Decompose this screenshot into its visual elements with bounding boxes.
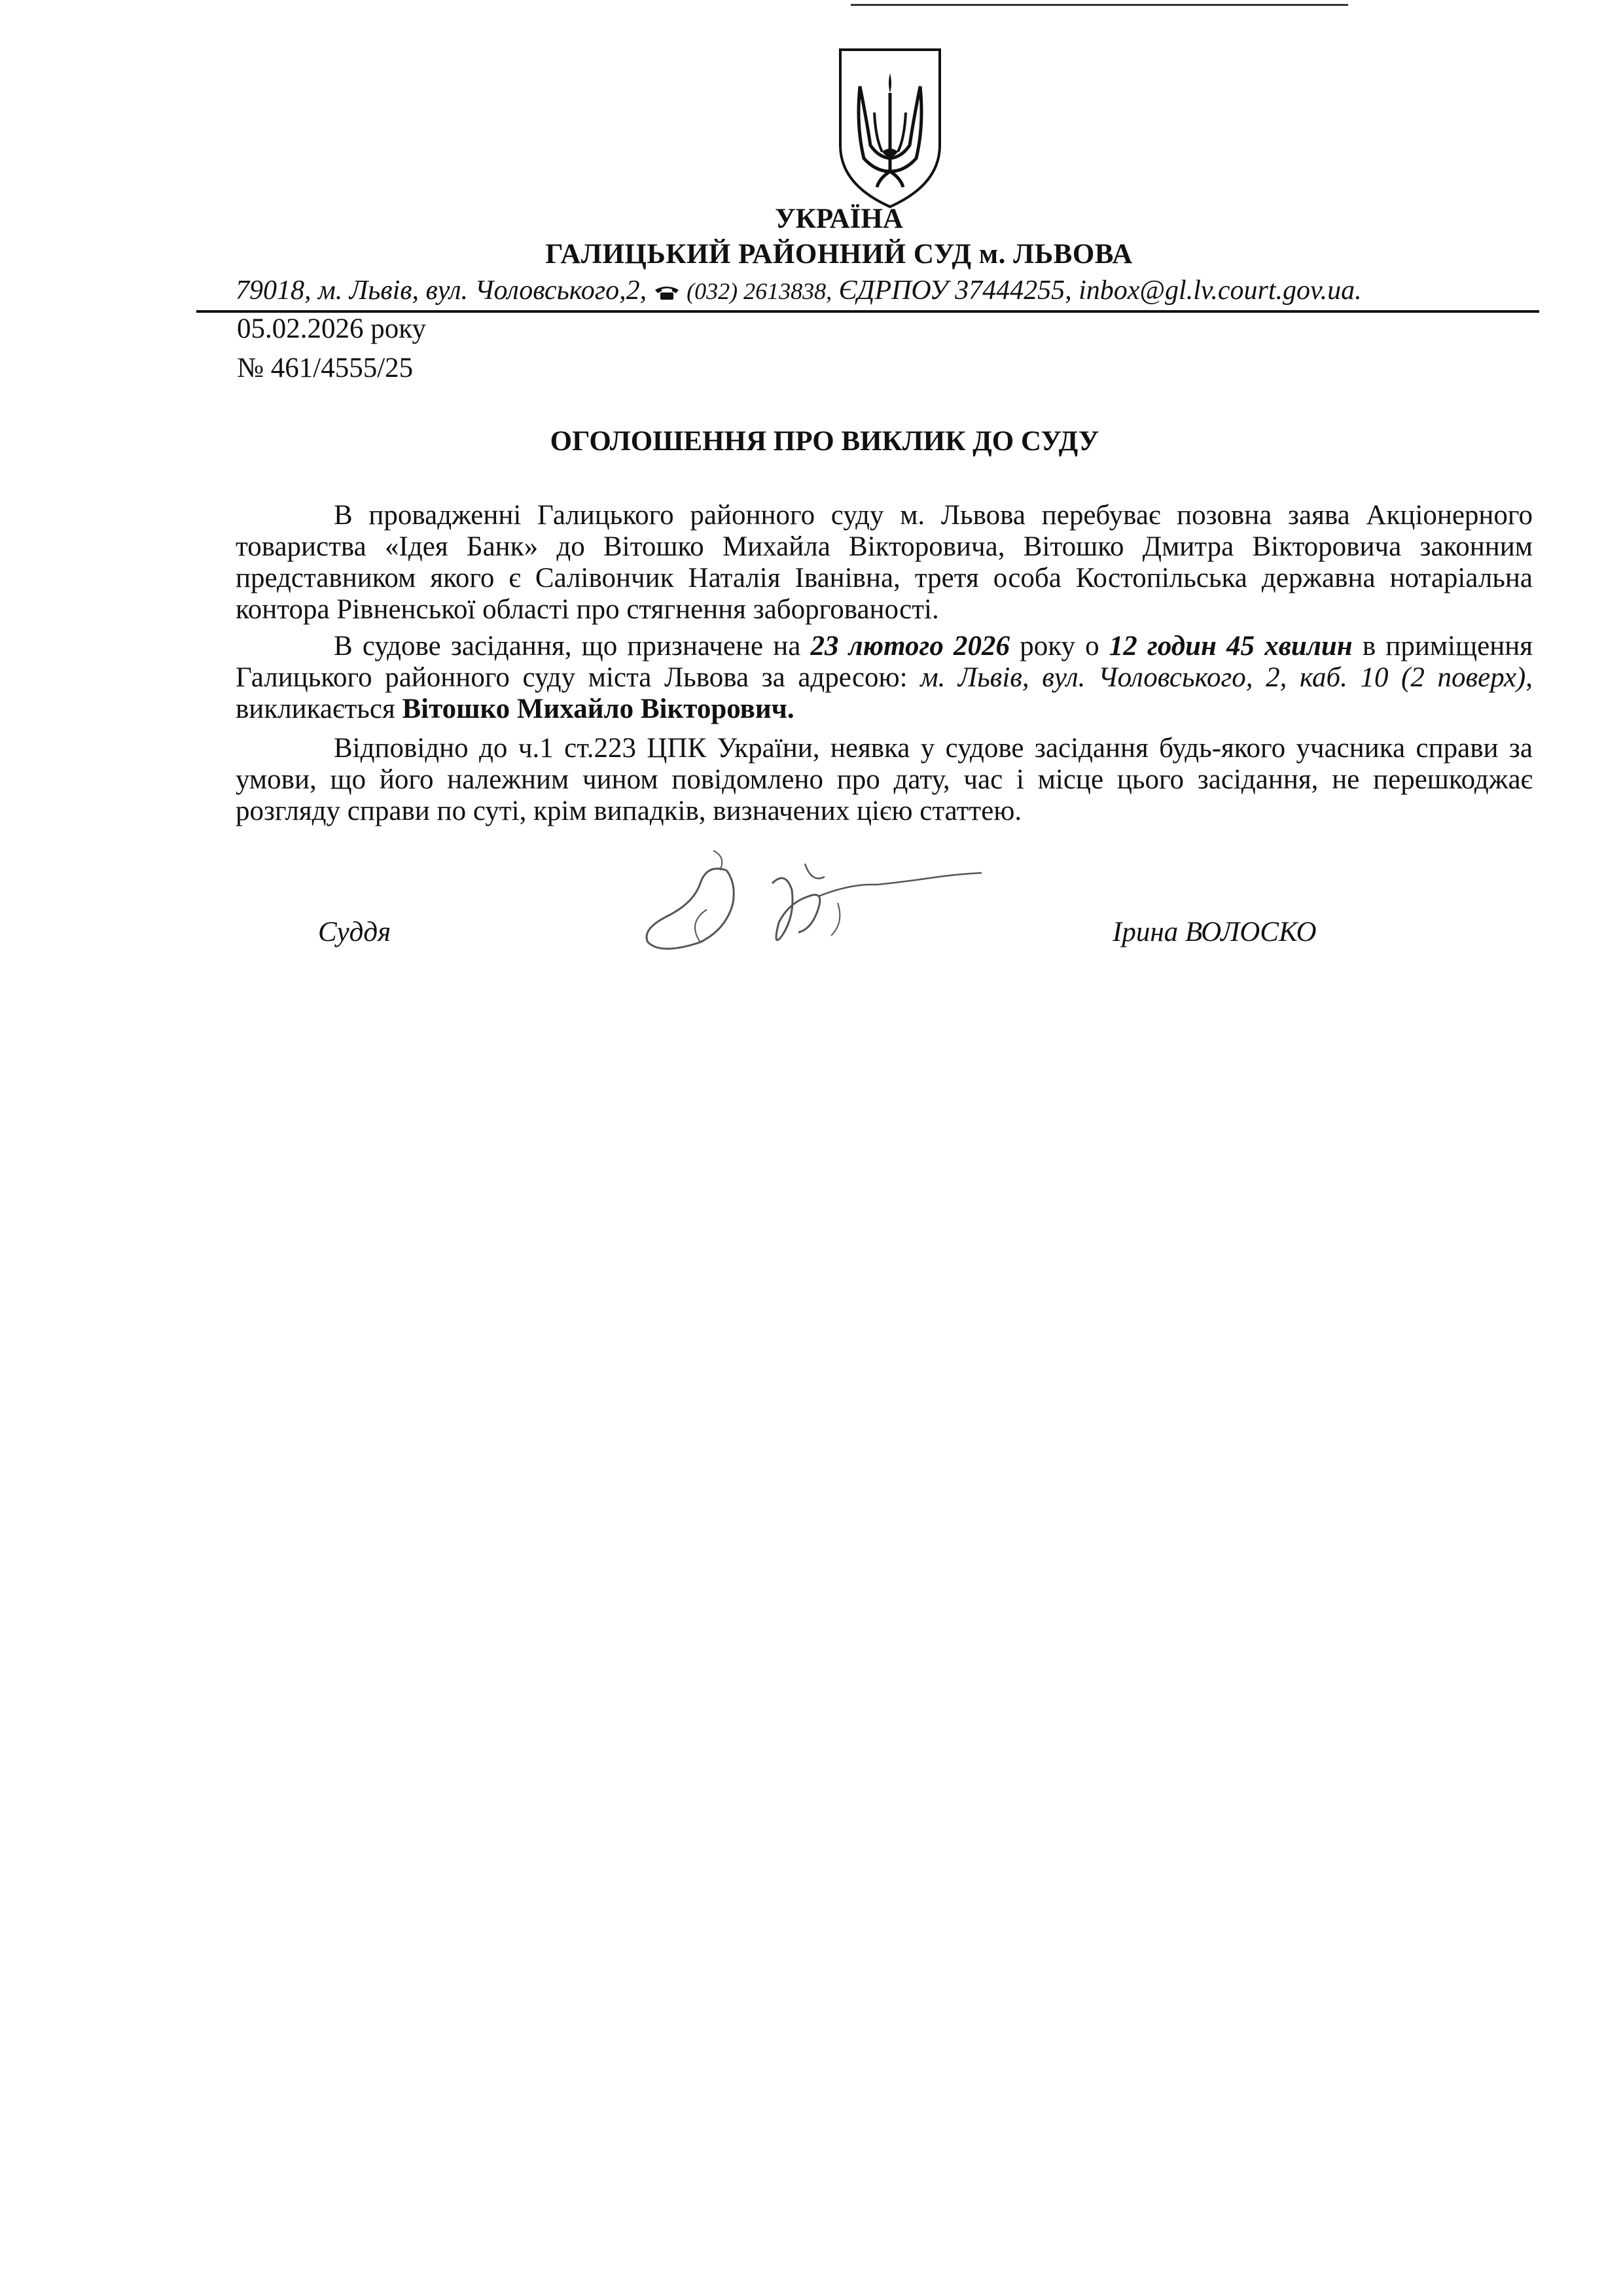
paragraph-text: В провадженні Галицького районного суду м. Львова перебуває позовна заява Акціонерного товариства «Ідея Банк» до Вітошко Михайла Вікторовича, Вітошко Дмитра Вікторовича законним представником якого є Салівончик Наталія Іванівна, третя особа Костопільська державна нотаріальна контора Рівненської області про стягнення заборгованості. [236,500,1533,625]
text-run: в приміщення Галицького районного суду міста Львова за адресою: [236,631,1533,693]
country-heading: УКРАЇНА [775,203,903,234]
court-address-line [236,275,1512,306]
phone-icon [654,285,680,300]
body-paragraph-1 [236,500,1533,626]
phone-number: (032) 2613838, [687,278,832,304]
scan-artifact-line [851,4,1348,6]
hearing-time: 12 годин 45 хвилин [1109,631,1353,662]
coat-of-arms-icon [836,47,944,209]
document-date: 05.02.2026 року [237,313,427,344]
case-number: № 461/4555/25 [237,353,414,383]
body-paragraph-3 [236,733,1533,827]
address-suffix: ЄДРПОУ 37444255, inbox@gl.lv.court.gov.ua. [838,275,1362,306]
hearing-address: м. Львів, вул. Чоловського, 2, каб. 10 (2 поверх) [920,662,1526,693]
body-paragraph-2 [236,631,1533,725]
text-run: В судове засідання, що призначене на [334,631,811,662]
hearing-date: 23 лютого 2026 [810,631,1010,662]
handwritten-signature [628,844,995,975]
text-run: , викликається [236,662,1533,724]
address-prefix: 79018, м. Львів, вул. Чоловського,2, [236,275,647,306]
document-title: ОГОЛОШЕННЯ ПРО ВИКЛИК ДО СУДУ [550,426,1099,457]
text-run: року о [1010,631,1109,662]
paragraph-text: Відповідно до ч.1 ст.223 ЦПК України, неявка у судове засідання будь-якого учасника справи за умови, що його належним чином повідомлено про дату, час і місце цього засідання, не перешкоджає розгляду справи по суті, крім випадків, визначених цією статтею. [236,733,1533,826]
signer-role: Суддя [318,917,391,947]
court-name-heading: ГАЛИЦЬКИЙ РАЙОННИЙ СУД м. ЛЬВОВА [545,239,1133,270]
signer-name: Ірина ВОЛОСКО [1113,917,1317,947]
summoned-person: Вітошко Михайло Вікторович. [402,694,794,724]
paragraph-text [236,631,1533,725]
